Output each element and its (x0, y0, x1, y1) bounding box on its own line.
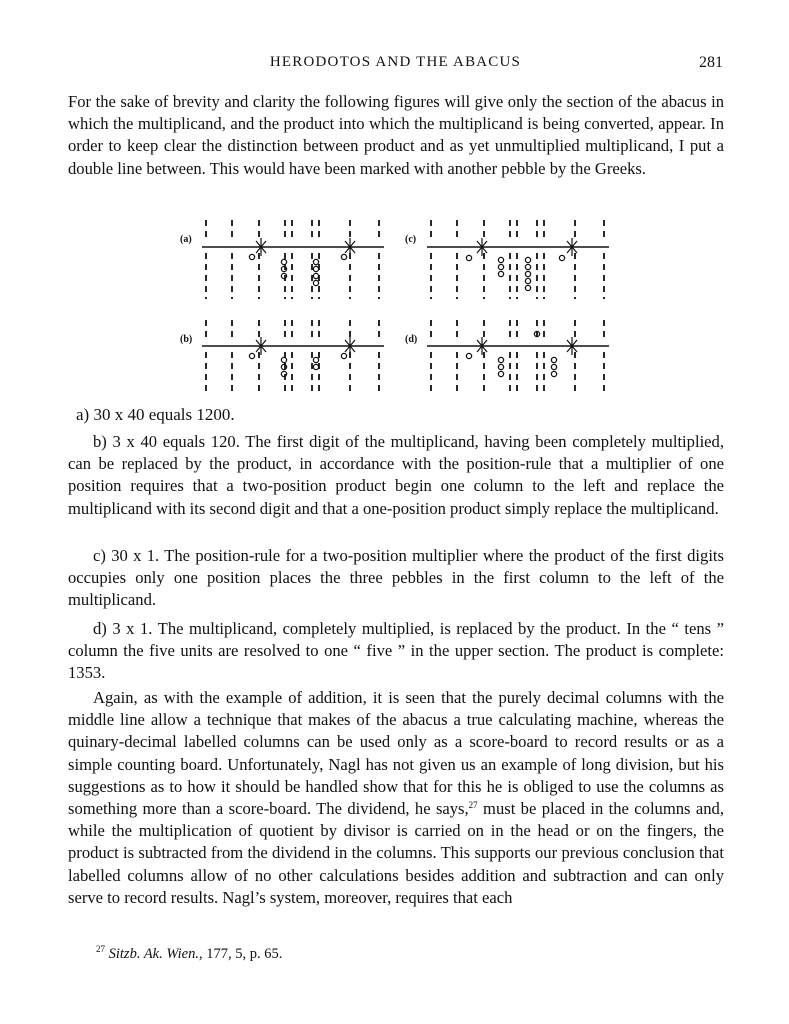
pebble (281, 259, 286, 264)
pebble (525, 264, 530, 269)
abacus-diagram (172, 212, 622, 392)
running-title: HERODOTOS AND THE ABACUS (269, 54, 522, 70)
pebble (281, 357, 286, 362)
panel-label: (a) (180, 234, 192, 245)
footnote-detail: 177, 5, p. 65. (202, 946, 283, 962)
pebble (249, 353, 254, 358)
pebble (341, 254, 346, 259)
pebble (313, 280, 318, 285)
pebble (498, 257, 503, 262)
footnote-reference: 27 (468, 800, 478, 811)
pebble (525, 271, 530, 276)
pebble (525, 278, 530, 283)
panel-label: (d) (405, 334, 418, 345)
paragraph-b: b) 3 x 40 equals 120. The first digit of the multiplicand, having been completely multiplied, can be replaced by the product, in accordance with the position-rule that a multiplier of one position requires that a two-position product begin one column to the left and replace the multiplicand with its second digit and that a one-position product simply replace the multiplicand. (68, 432, 724, 518)
pebble (525, 285, 530, 290)
pebble (551, 357, 556, 362)
pebble (313, 273, 318, 278)
paragraph-d: d) 3 x 1. The multiplicand, completely multiplied, is replaced by the product. In the “ tens ” column the five units are resolved to one “ five ” in the upper section. The product is complete: 1353. (68, 619, 724, 683)
pebble (498, 271, 503, 276)
intro-paragraph: For the sake of brevity and clarity the following figures will give only the section of the abacus in which the multiplicand, and the product into which the multiplicand is being converted, appear. In order to keep clear the distinction between product and as yet unmultiplied multiplicand, I put a double line between. This would have been marked with another pebble by the Greeks. (68, 92, 724, 178)
pebble (313, 357, 318, 362)
page-number: 281 (699, 54, 723, 71)
footnote (96, 945, 282, 963)
pebble (249, 254, 254, 259)
pebble (559, 255, 564, 260)
pebble (313, 259, 318, 264)
pebble (498, 357, 503, 362)
running-head (68, 54, 723, 76)
pebble (341, 353, 346, 358)
abacus-figure (172, 212, 622, 392)
pebble (466, 255, 471, 260)
paragraph-again-part-1: Again, as with the example of addition, it is seen that the purely decimal columns with the middle line allow a technique that makes of the abacus a true calculating machine, whereas the quinary-decimal labelled columns can be used only as a score-board to record results or as a simple counting board. Unfortunately, Nagl has not given us an example of long division, but his suggestions as to how it should be handled show that for this he is obliged to use the columns as something more than a score-board. The dividend, he says, (68, 688, 724, 819)
paragraph-again-part-2: must be placed in the columns and, while the multiplication of quotient by divisor is carried on in the head or on the fingers, the product is subtracted from the dividend in the columns. This supports our previous conclusion that labelled columns allow of no other calculations besides addition and subtraction and can only serve to record results. Nagl’s system, moreover, requires that each (68, 799, 724, 907)
footnote-source: Sitzb. Ak. Wien., (108, 946, 203, 962)
pebble (525, 257, 530, 262)
pebble (313, 266, 318, 271)
pebble (498, 371, 503, 376)
pebble (466, 353, 471, 358)
pebble (498, 364, 503, 369)
panel-label: (b) (180, 334, 193, 345)
paragraph-again (68, 687, 724, 909)
pebble (498, 264, 503, 269)
paragraph-a: a) 30 x 40 equals 1200. (76, 405, 235, 424)
pebble (551, 364, 556, 369)
pebble (313, 364, 318, 369)
pebble (551, 371, 556, 376)
paragraph-c: c) 30 x 1. The position-rule for a two-position multiplier where the product of the first digits occupies only one position places the three pebbles in the first column to the left of the multiplicand. (68, 546, 724, 610)
footnote-number: 27 (96, 944, 105, 954)
panel-label: (c) (405, 234, 417, 245)
